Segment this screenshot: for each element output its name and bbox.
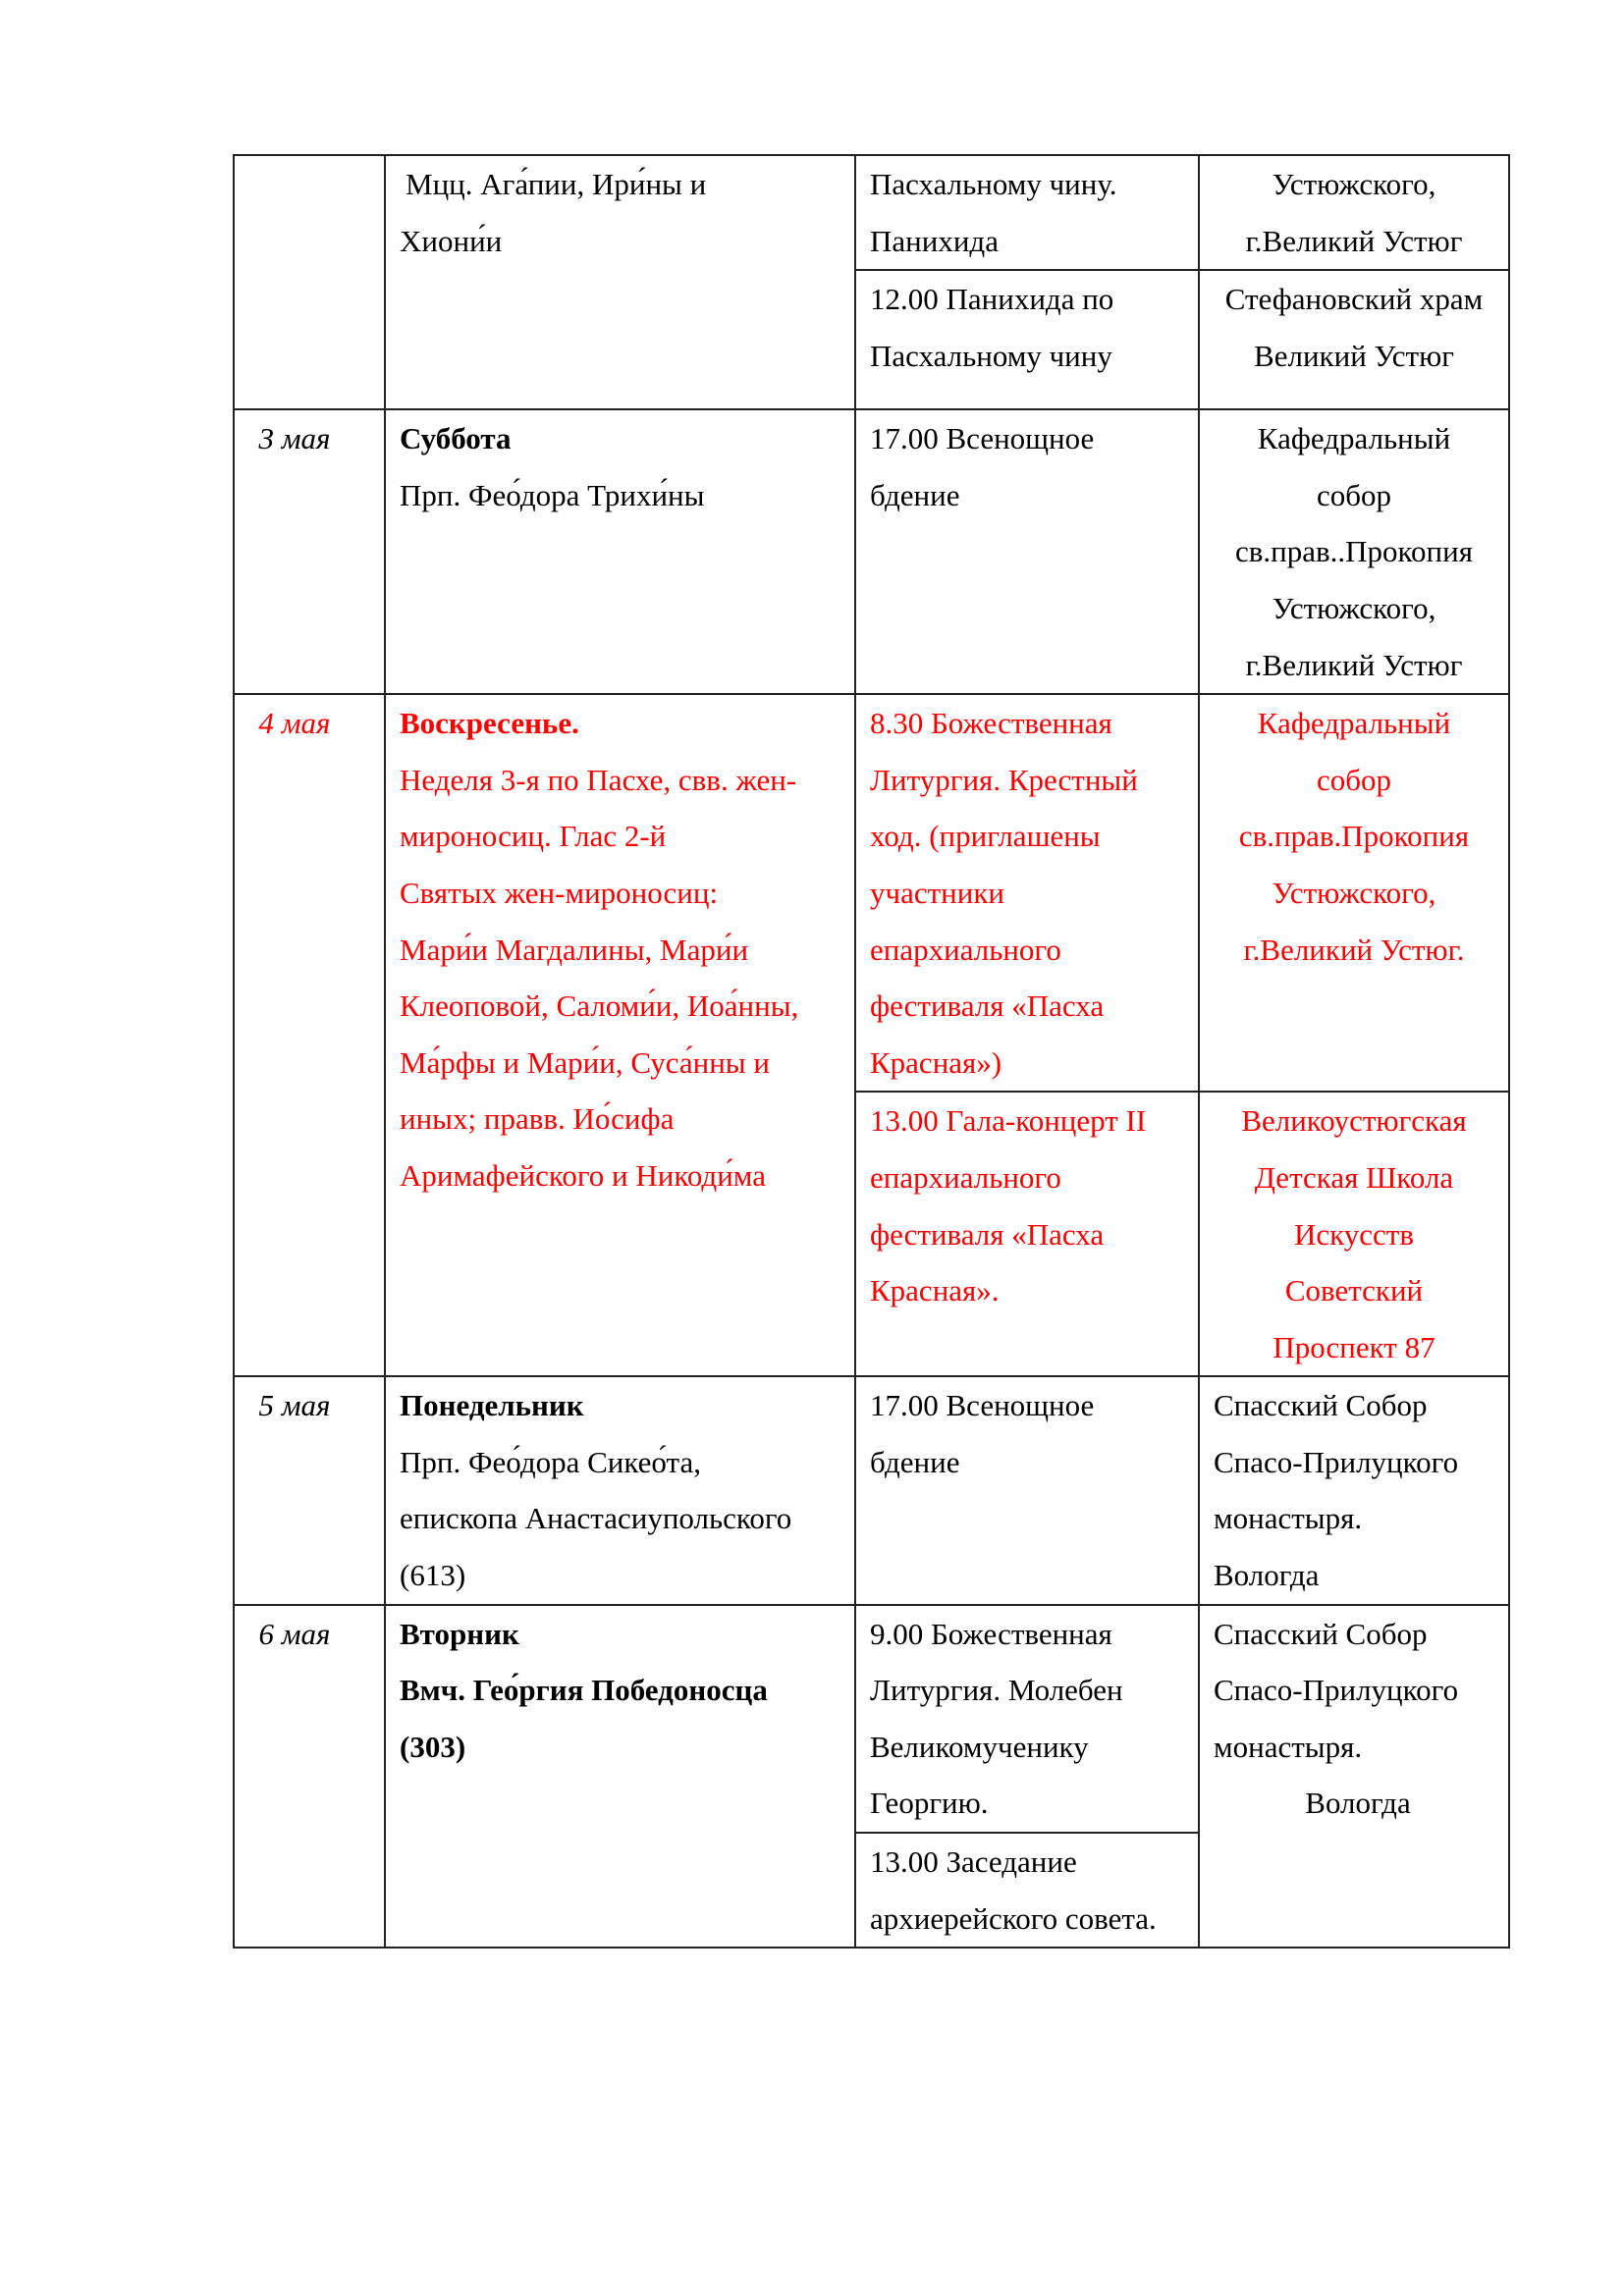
location-line: г.Великий Устюг. (1243, 932, 1465, 967)
day-cell (385, 1605, 855, 1949)
location-line: монастыря. (1214, 1501, 1363, 1536)
service-line: Пасхальному чину. (870, 167, 1117, 201)
saints-line: Мари́и Магдалины, Мари́и (400, 932, 749, 967)
service-line: Красная») (870, 1044, 1002, 1080)
service-cell (855, 1833, 1199, 1948)
service-line: фестиваля «Пасха (870, 1216, 1105, 1252)
location-line: г.Великий Устюг (1245, 223, 1463, 258)
date-label: 4 мая (258, 706, 331, 741)
table-row (234, 1605, 1509, 1833)
service-line: 13.00 Заседание (870, 1844, 1077, 1880)
location-line: Великий Устюг (1254, 338, 1454, 373)
date-cell (234, 155, 385, 409)
saints-line: Аримафейского и Никоди́ма (400, 1157, 766, 1193)
location-line: Детская Школа (1254, 1159, 1454, 1195)
saints-line: (613) (400, 1558, 466, 1593)
service-line: 13.00 Гала-концерт II (870, 1103, 1147, 1139)
saints-line: епископа Анастасиупольского (400, 1501, 792, 1536)
saints-line: иных; правв. Ио́сифа (400, 1101, 675, 1137)
saints-line: Клеоповой, Саломи́и, Иоа́нны, (400, 988, 799, 1024)
service-line: Великомученику (870, 1729, 1089, 1764)
service-cell (855, 409, 1199, 694)
location-line: Спасо-Прилуцкого (1214, 1673, 1459, 1708)
table-row (234, 155, 1509, 270)
schedule-table (233, 154, 1510, 1949)
weekday-title: Суббота (400, 421, 512, 456)
service-line: бдение (870, 1444, 960, 1479)
location-cell (1199, 409, 1509, 694)
saints-line: Ма́рфы и Мари́и, Суса́нны и (400, 1044, 770, 1080)
location-line: Вологда (1214, 1558, 1320, 1593)
location-line: г.Великий Устюг (1245, 647, 1463, 682)
location-line: Проспект 87 (1272, 1329, 1435, 1364)
service-line: Литургия. Молебен (870, 1673, 1123, 1708)
weekday-title: Понедельник (400, 1388, 584, 1423)
service-cell (855, 1376, 1199, 1604)
date-cell (234, 1605, 385, 1949)
location-line: собор (1316, 762, 1392, 797)
location-cell (1199, 1092, 1509, 1376)
location-line: Великоустюгская (1241, 1103, 1467, 1139)
saints-line: Вмч. Гео́ргия Победоносца (400, 1673, 768, 1708)
date-label: 5 мая (258, 1388, 331, 1423)
location-line: Искусств (1294, 1216, 1414, 1252)
location-line: Спасо-Прилуцкого (1214, 1444, 1459, 1479)
location-line: Стефановский храм (1224, 282, 1484, 317)
location-line: Спасский Собор (1214, 1388, 1428, 1423)
location-line: Вологда (1305, 1786, 1411, 1821)
location-line: Устюжского, (1272, 590, 1436, 625)
saints-line: Святых жен-мироносиц: (400, 875, 719, 910)
saints-line: (303) (400, 1729, 466, 1764)
location-cell (1199, 155, 1509, 270)
location-line: монастыря. (1214, 1729, 1363, 1764)
saints-line: Неделя 3-я по Пасхе, свв. жен- (400, 762, 797, 797)
day-cell (385, 1376, 855, 1604)
date-cell (234, 1376, 385, 1604)
service-cell (855, 1092, 1199, 1376)
service-line: Литургия. Крестный (870, 762, 1138, 797)
table-row (234, 1376, 1509, 1604)
date-cell (234, 409, 385, 694)
date-label: 6 мая (258, 1616, 331, 1651)
day-cell (385, 409, 855, 694)
location-cell (1199, 694, 1509, 1092)
saints-line: Мцц. Ага́пии, Ири́ны и (406, 167, 707, 201)
location-line: собор (1316, 477, 1392, 512)
service-line: архиерейского совета. (870, 1900, 1157, 1936)
saints-line: Прп. Фео́дора Трихи́ны (400, 477, 705, 512)
service-line: епархиального (870, 1159, 1061, 1195)
location-line: св.прав.Прокопия (1238, 819, 1470, 854)
location-cell (1199, 270, 1509, 409)
date-label: 3 мая (258, 421, 331, 456)
service-line: ход. (приглашены (870, 819, 1101, 854)
saints-line: мироносиц. Глас 2-й (400, 819, 667, 854)
service-line: участники (870, 875, 1004, 910)
location-line: Советский (1284, 1273, 1424, 1308)
saints-line: Хиони́и (400, 223, 503, 258)
service-line: 17.00 Всенощное (870, 1388, 1095, 1423)
table-row (234, 694, 1509, 1092)
service-line: Панихида (870, 223, 999, 258)
day-cell (385, 155, 855, 409)
service-line: 8.30 Божественная (870, 706, 1112, 741)
service-line: Пасхальному чину (870, 338, 1112, 373)
weekday-title: Вторник (400, 1616, 519, 1651)
weekday-title: Воскресенье. (400, 706, 579, 741)
service-line: 9.00 Божественная (870, 1616, 1112, 1651)
service-cell (855, 1605, 1199, 1833)
service-cell (855, 694, 1199, 1092)
service-line: фестиваля «Пасха (870, 988, 1105, 1024)
location-line: Устюжского, (1272, 167, 1436, 201)
saints-line: Прп. Фео́дора Сикео́та, (400, 1444, 701, 1479)
location-line: Кафедральный (1257, 421, 1451, 456)
location-line: Спасский Собор (1214, 1616, 1428, 1651)
location-cell (1199, 1376, 1509, 1604)
service-line: Красная». (870, 1273, 1000, 1308)
service-cell (855, 270, 1199, 409)
service-line: бдение (870, 477, 960, 512)
location-line: св.прав..Прокопия (1235, 534, 1473, 569)
day-cell (385, 694, 855, 1376)
location-line: Устюжского, (1272, 875, 1436, 910)
table-row (234, 409, 1509, 694)
location-cell (1199, 1605, 1509, 1949)
service-line: Георгию. (870, 1786, 989, 1821)
date-cell (234, 694, 385, 1376)
service-line: 12.00 Панихида по (870, 282, 1114, 317)
service-line: 17.00 Всенощное (870, 421, 1095, 456)
service-cell (855, 155, 1199, 270)
service-line: епархиального (870, 932, 1061, 967)
location-line: Кафедральный (1257, 706, 1451, 741)
document-page (233, 154, 1508, 1949)
